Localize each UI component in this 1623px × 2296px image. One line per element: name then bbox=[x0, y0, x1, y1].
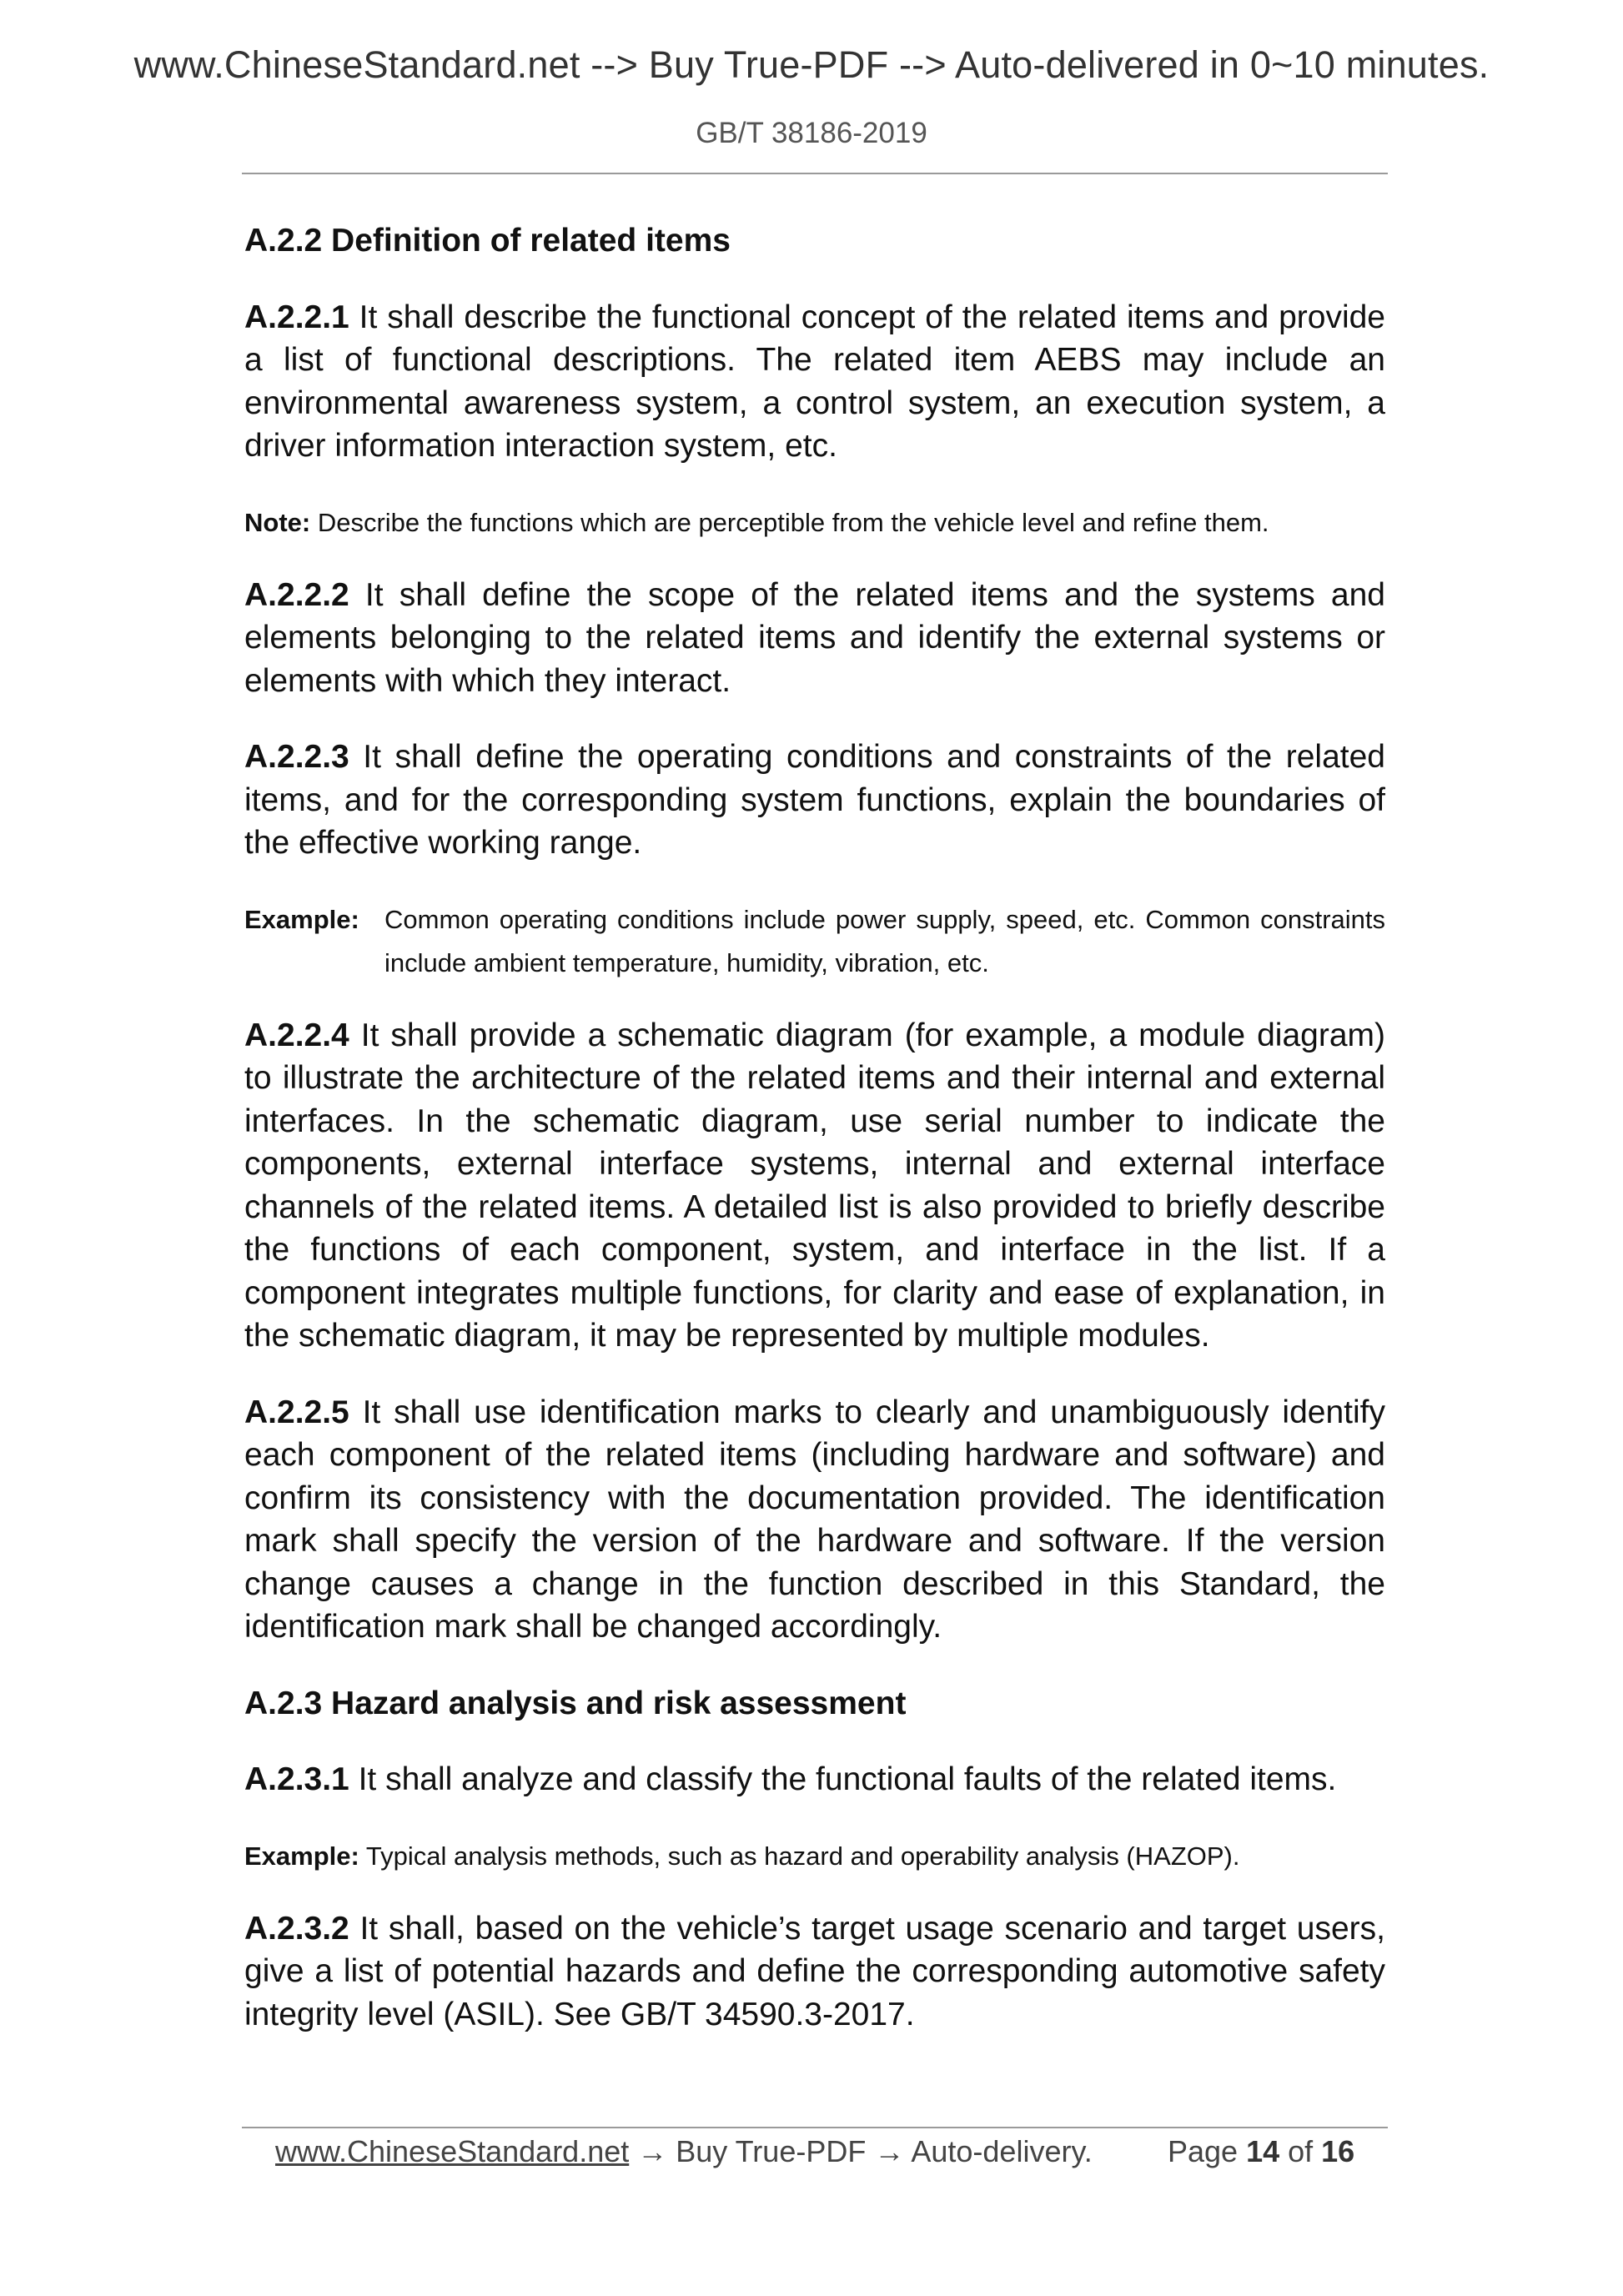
clause-number: A.2.3.2 bbox=[244, 1910, 349, 1947]
footer-site-link[interactable]: www.ChineseStandard.net bbox=[275, 2134, 630, 2168]
example-label: Example: bbox=[244, 1841, 359, 1871]
example-text: Common operating conditions include power supply, speed, etc. Common constraints include ambient temperature, humidity, vibration, etc. bbox=[384, 904, 1385, 977]
clause-number: A.2.2.3 bbox=[244, 739, 349, 775]
arrow-icon: → bbox=[629, 2134, 676, 2168]
note-block bbox=[244, 501, 1385, 545]
page-content bbox=[244, 219, 1385, 2069]
clause-a2223 bbox=[244, 736, 1385, 865]
example-label: Example: bbox=[244, 904, 359, 934]
clause-a2232 bbox=[244, 1907, 1385, 2037]
section-heading-a22: A.2.2 Definition of related items bbox=[244, 223, 731, 259]
clause-text: It shall, based on the vehicle’s target usage scenario and target users, give a list of potential hazards and define the corresponding automotive safety integrity level (ASIL). See GB/T 34590.3-2017. bbox=[244, 1910, 1385, 2032]
footer-divider bbox=[242, 2127, 1388, 2128]
header-divider bbox=[242, 173, 1388, 174]
clause-text: It shall use identification marks to clearly and unambiguously identify each component of the related items (including hardware and software) and confirm its consistency with the documentation provided. The identification mark shall specify the version of the hardware and software. If the version change causes a change in the function described in this Standard, the identification mark shall be changed accordingly. bbox=[244, 1394, 1385, 1645]
clause-number: A.2.3.1 bbox=[244, 1761, 349, 1797]
clause-a2224 bbox=[244, 1014, 1385, 1358]
footer-promo bbox=[275, 2131, 1093, 2173]
clause-number: A.2.2.1 bbox=[244, 299, 349, 335]
page-number bbox=[1168, 2131, 1354, 2173]
clause-number: A.2.2.4 bbox=[244, 1017, 349, 1053]
example-text: Typical analysis methods, such as hazard and operability analysis (HAZOP). bbox=[359, 1841, 1240, 1871]
clause-number: A.2.2.5 bbox=[244, 1394, 349, 1430]
arrow-icon: → bbox=[866, 2134, 912, 2168]
clause-a2225 bbox=[244, 1391, 1385, 1649]
clause-a2221 bbox=[244, 296, 1385, 468]
clause-a2222 bbox=[244, 574, 1385, 703]
footer-delivery-text: Auto-delivery. bbox=[911, 2134, 1093, 2168]
of-word: of bbox=[1279, 2134, 1322, 2168]
clause-text: It shall analyze and classify the functional faults of the related items. bbox=[349, 1761, 1337, 1797]
section-heading-a23: A.2.3 Hazard analysis and risk assessment bbox=[244, 1685, 907, 1721]
clause-text: It shall define the scope of the related items and the systems and elements belonging to the related items and identify the external systems or elements with which they interact. bbox=[244, 576, 1385, 699]
clause-text: It shall define the operating conditions and constraints of the related items, and for the corresponding system functions, explain the boundaries of the effective working range. bbox=[244, 739, 1385, 861]
example-block-1 bbox=[244, 898, 1385, 985]
total-pages: 16 bbox=[1321, 2134, 1355, 2168]
note-label: Note: bbox=[244, 507, 311, 537]
clause-a2231 bbox=[244, 1758, 1385, 1801]
example-block-2 bbox=[244, 1835, 1385, 1878]
site-banner: www.ChineseStandard.net --> Buy True-PDF --> Auto-delivered in 0~10 minutes. bbox=[133, 43, 1490, 86]
note-text: Describe the functions which are perceptible from the vehicle level and refine them. bbox=[310, 507, 1269, 537]
current-page: 14 bbox=[1246, 2134, 1280, 2168]
page-word: Page bbox=[1168, 2134, 1247, 2168]
clause-text: It shall provide a schematic diagram (for example, a module diagram) to illustrate the architecture of the related items and their internal and external interfaces. In the schematic diagram, use serial number to indicate the components, external interface systems, internal and external interface channels of the related items. A detailed list is also provided to briefly describe the functions of each component, system, and interface in the list. If a component integrates multiple functions, for clarity and ease of explanation, in the schematic diagram, it may be represented by multiple modules. bbox=[244, 1017, 1385, 1354]
clause-text: It shall describe the functional concept of the related items and provide a list of functional descriptions. The related item AEBS may include an environmental awareness system, a control system, an execution system, a driver information interaction system, etc. bbox=[244, 299, 1385, 464]
clause-number: A.2.2.2 bbox=[244, 576, 349, 613]
footer-buy-text: Buy True-PDF bbox=[676, 2134, 867, 2168]
document-code: GB/T 38186-2019 bbox=[696, 117, 927, 149]
